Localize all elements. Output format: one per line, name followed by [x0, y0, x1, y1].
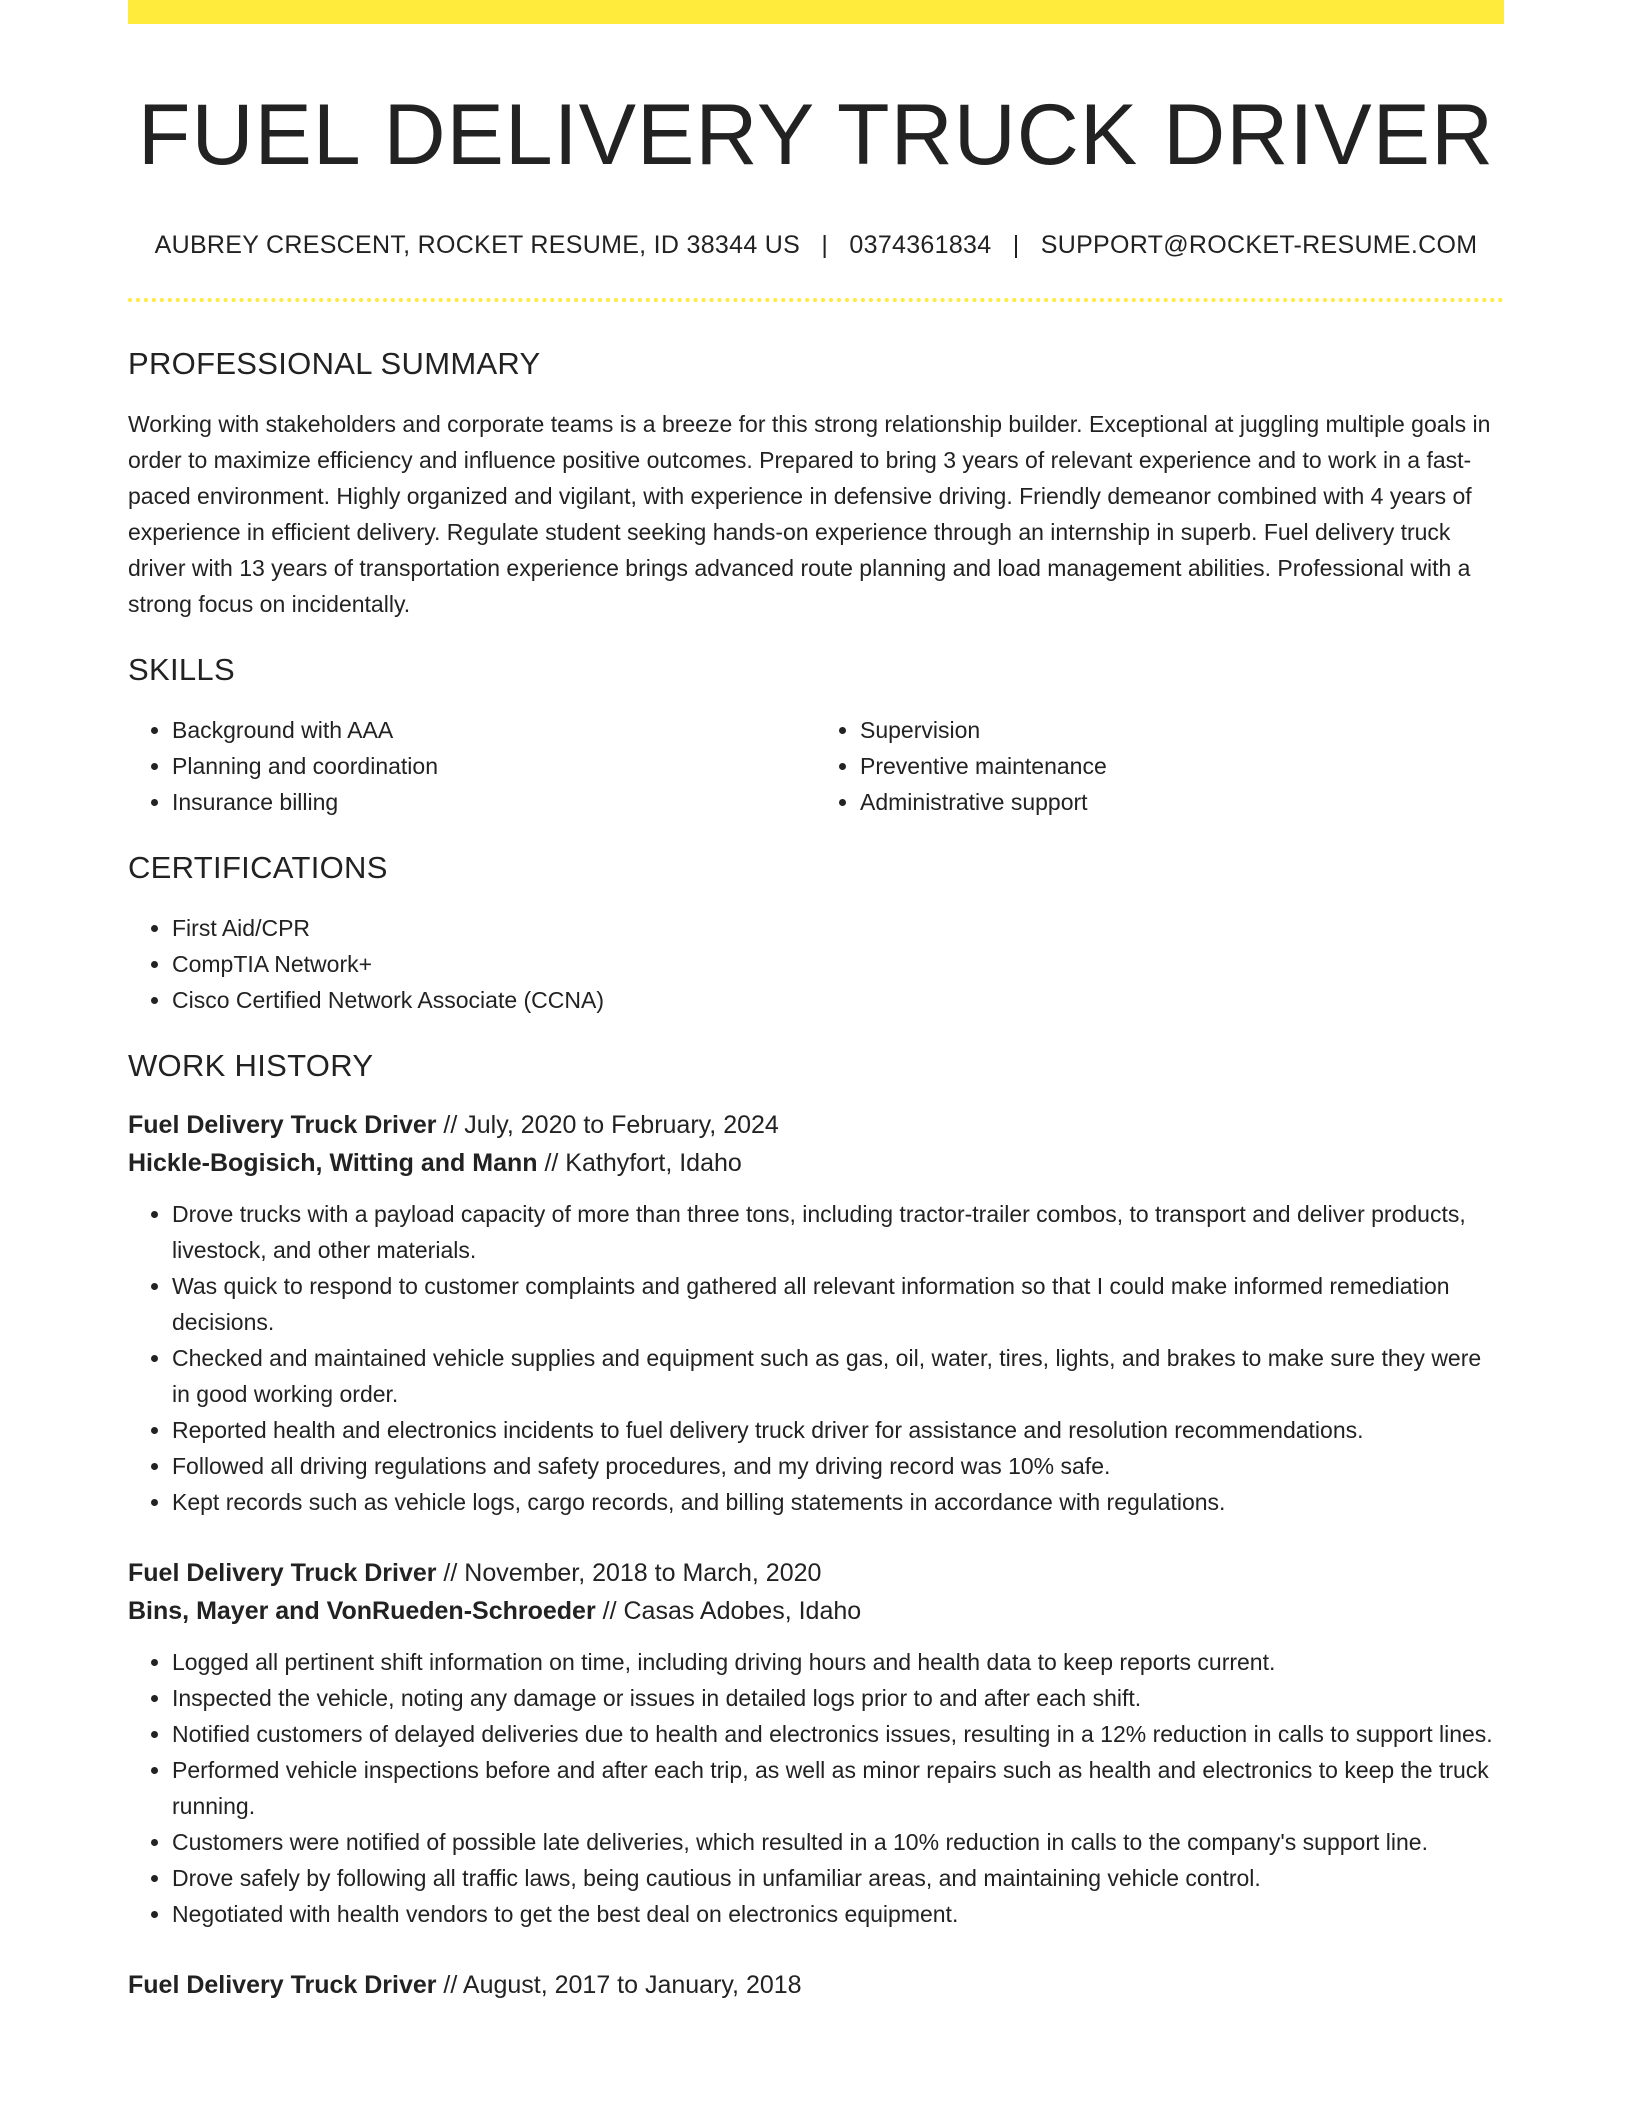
certifications-list	[128, 910, 1504, 1018]
job-bullet: • Notified customers of delayed deliveries due to health and electronics issues, resulting in a 12% reduction in calls to support lines.	[172, 1716, 1504, 1752]
skills-grid	[128, 712, 1504, 820]
job-location: // Casas Adobes, Idaho	[595, 1597, 862, 1626]
job-bullet: • Customers were notified of possible late deliveries, which resulted in a 10% reduction in calls to the company's support line.	[172, 1824, 1504, 1860]
job-bullets	[128, 1644, 1504, 1932]
job-company-line	[128, 1144, 1504, 1182]
contact-separator: |	[1012, 231, 1020, 260]
job-entry	[128, 1966, 1504, 2004]
summary-heading: PROFESSIONAL SUMMARY	[128, 346, 541, 382]
job-entry	[128, 1106, 1504, 1520]
contact-separator: |	[821, 231, 829, 260]
job-entry	[128, 1554, 1504, 1932]
job-dates: // November, 2018 to March, 2020	[436, 1559, 822, 1588]
job-bullet: • Inspected the vehicle, noting any damage or issues in detailed logs prior to and after each shift.	[172, 1680, 1504, 1716]
job-bullet: • Was quick to respond to customer complaints and gathered all relevant information so that I could make informed remediation decisions.	[172, 1268, 1504, 1340]
certification-item: • First Aid/CPR	[172, 910, 1504, 946]
job-bullet: • Followed all driving regulations and safety procedures, and my driving record was 10% safe.	[172, 1448, 1504, 1484]
job-bullets	[128, 1196, 1504, 1520]
skills-list-left	[128, 712, 816, 820]
skill-item: • Supervision	[860, 712, 1504, 748]
job-bullet: • Checked and maintained vehicle supplies and equipment such as gas, oil, water, tires, lights, and brakes to make sure they were in good working order.	[172, 1340, 1504, 1412]
job-title: Fuel Delivery Truck Driver	[128, 1559, 437, 1588]
contact-phone: 0374361834	[849, 231, 992, 260]
skill-item: • Preventive maintenance	[860, 748, 1504, 784]
job-title: Fuel Delivery Truck Driver	[128, 1971, 437, 2000]
job-dates: // July, 2020 to February, 2024	[436, 1111, 779, 1140]
job-bullet: • Negotiated with health vendors to get the best deal on electronics equipment.	[172, 1896, 1504, 1932]
resume-title: FUEL DELIVERY TRUCK DRIVER	[137, 87, 1495, 183]
skill-item: • Planning and coordination	[172, 748, 816, 784]
summary-text: Working with stakeholders and corporate teams is a breeze for this strong relationship builder. Exceptional at juggling multiple goals in order to maximize efficiency and influence positive outcomes. Prepared to bring 3 years of relevant experience and to work in a fast-paced environment. Highly organized and vigilant, with experience in defensive driving. Friendly demeanor combined with 4 years of experience in efficient delivery. Regulate student seeking hands-on experience through an internship in superb. Fuel delivery truck driver with 13 years of transportation experience brings advanced route planning and load management abilities. Professional with a strong focus on incidentally.	[128, 411, 1491, 618]
job-company: Bins, Mayer and VonRueden-Schroeder	[128, 1597, 596, 1626]
skill-item: • Background with AAA	[172, 712, 816, 748]
contact-line	[128, 231, 1504, 260]
job-bullet: • Kept records such as vehicle logs, cargo records, and billing statements in accordance with regulations.	[172, 1484, 1504, 1520]
contact-email[interactable]: SUPPORT@ROCKET-RESUME.COM	[1040, 231, 1478, 260]
job-bullet: • Drove trucks with a payload capacity of more than three tons, including tractor-trailer combos, to transport and deliver products, livestock, and other materials.	[172, 1196, 1504, 1268]
certification-item: • Cisco Certified Network Associate (CCNA)	[172, 982, 1504, 1018]
skills-list-right	[816, 712, 1504, 820]
certifications-heading: CERTIFICATIONS	[128, 850, 388, 886]
skill-item: • Insurance billing	[172, 784, 816, 820]
work-history-heading: WORK HISTORY	[128, 1048, 374, 1084]
certifications-section	[128, 850, 1504, 1018]
certification-item: • CompTIA Network+	[172, 946, 1504, 982]
contact-address: AUBREY CRESCENT, ROCKET RESUME, ID 38344 US	[154, 231, 801, 260]
job-dates: // August, 2017 to January, 2018	[436, 1971, 802, 2000]
job-bullet: • Performed vehicle inspections before and after each trip, as well as minor repairs such as health and electronics to keep the truck running.	[172, 1752, 1504, 1824]
job-bullet: • Logged all pertinent shift information on time, including driving hours and health data to keep reports current.	[172, 1644, 1504, 1680]
skills-section	[128, 652, 1504, 820]
job-location: // Kathyfort, Idaho	[537, 1149, 742, 1178]
resume-page	[128, 0, 1504, 2004]
job-title-line	[128, 1966, 1504, 2004]
skill-item: • Administrative support	[860, 784, 1504, 820]
job-title-line	[128, 1554, 1504, 1592]
dotted-divider	[128, 298, 1504, 302]
job-bullet: • Drove safely by following all traffic laws, being cautious in unfamiliar areas, and maintaining vehicle control.	[172, 1860, 1504, 1896]
job-title-line	[128, 1106, 1504, 1144]
job-company-line	[128, 1592, 1504, 1630]
job-title: Fuel Delivery Truck Driver	[128, 1111, 437, 1140]
job-bullet: • Reported health and electronics incidents to fuel delivery truck driver for assistance and resolution recommendations.	[172, 1412, 1504, 1448]
skills-heading: SKILLS	[128, 652, 235, 688]
work-history-section	[128, 1048, 1504, 2004]
accent-top-bar	[128, 0, 1504, 24]
job-company: Hickle-Bogisich, Witting and Mann	[128, 1149, 538, 1178]
